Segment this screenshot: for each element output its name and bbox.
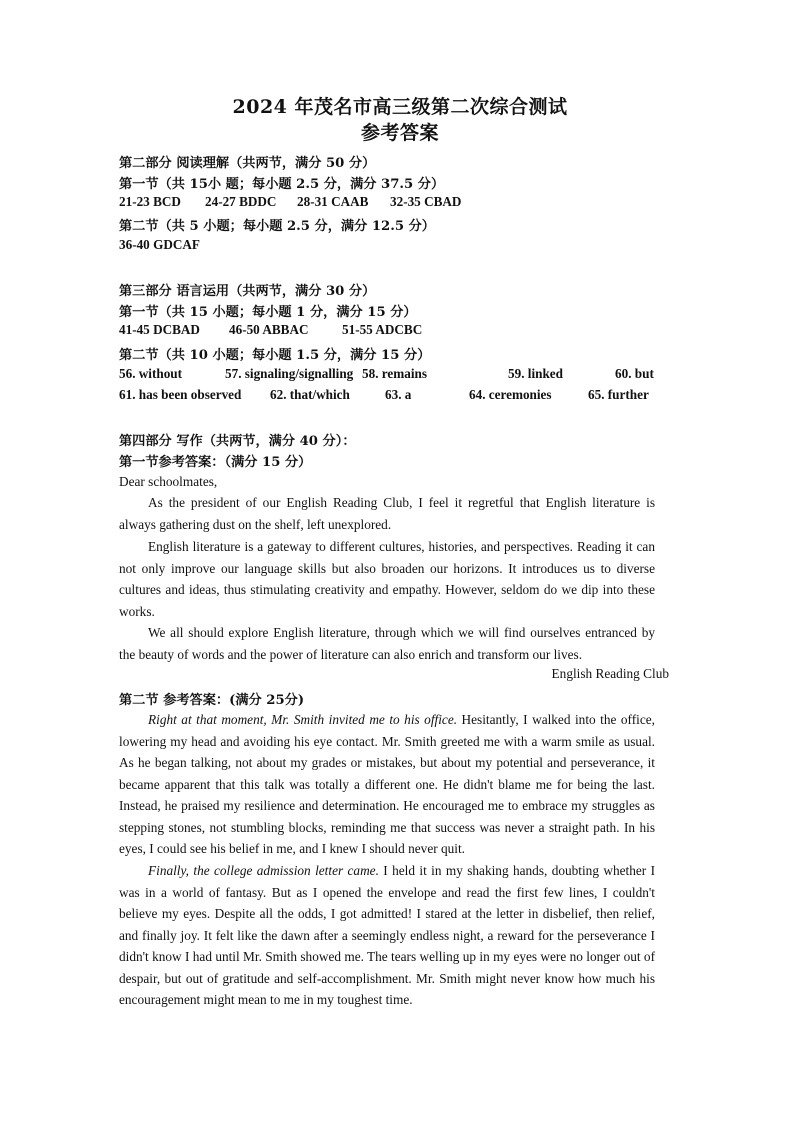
story-body: Hesitantly, I walked into the office, lowering my head and avoiding his eye contact. Mr. Smith greeted me with a warm smile as usual. As he began talking, not about my grades or mistakes, but about my potential and perseverance, it became apparent that this talk was totally a different one. He didn't blame me for being the last. Instead, he praised my resilience and determination. He encouraged me to embrace my struggles as stepping stones, not stumbling blocks, reminding me that success was never a straight path. In his eyes, I could see his belief in me, and I knew I should never quit. xyxy=(119,712,655,856)
part4-section2-heading: 第二节 参考答案：(满分 25分) xyxy=(119,693,305,708)
answer-item: 62. that/which xyxy=(270,387,350,402)
page-subtitle: 参考答案 xyxy=(360,122,439,144)
answer-group: 51-55 ADCBC xyxy=(342,322,423,337)
answer-item: 61. has been observed xyxy=(119,387,242,402)
answer-group: 46-50 ABBAC xyxy=(229,322,309,337)
page-title: 2024 年茂名市高三级第二次综合测试 xyxy=(232,96,568,118)
answer-item: 60. but xyxy=(615,366,654,381)
letter-signature: English Reading Club xyxy=(551,666,669,681)
letter-paragraph: As the president of our English Reading Club, I feel it regretful that English literature is always gathering dust on the shelf, left unexplored. xyxy=(119,495,655,532)
story-lead-sentence: Right at that moment, Mr. Smith invited me to his office. xyxy=(148,712,458,727)
answer-group: 28-31 CAAB xyxy=(297,194,369,209)
part3-section2-heading: 第二节（共 10 小题；每小题 1.5 分，满分 15 分） xyxy=(119,348,431,363)
story-paragraph-1 xyxy=(119,709,655,860)
letter-paragraph: English literature is a gateway to different cultures, histories, and perspectives. Reading it can not only improve our language skills but also broaden our horizons. It introduces us to diverse cultures and ideas, thus stimulating creativity and empathy. However, seldom do we dip into these works. xyxy=(119,539,655,619)
answer-item: 64. ceremonies xyxy=(469,387,552,402)
answer-item: 58. remains xyxy=(362,366,427,381)
answer-group: 41-45 DCBAD xyxy=(119,322,200,337)
answer-group: 32-35 CBAD xyxy=(390,194,462,209)
story-lead-sentence: Finally, the college admission letter came. xyxy=(148,863,379,878)
part3-section1-heading: 第一节（共 15 小题；每小题 1 分，满分 15 分） xyxy=(119,305,417,320)
part4-section1-heading: 第一节参考答案：（满分 15 分） xyxy=(119,455,312,470)
part2-section1-heading: 第一节（共 15小 题；每小题 2.5 分，满分 37.5 分） xyxy=(119,177,445,192)
answer-item: 63. a xyxy=(385,387,412,402)
answer-item: 57. signaling/signalling xyxy=(225,366,354,381)
letter-greeting: Dear schoolmates, xyxy=(119,474,218,489)
answer-item: 56. without xyxy=(119,366,183,381)
answer-item: 65. further xyxy=(588,387,649,402)
story-paragraph-2 xyxy=(119,860,655,1011)
story-body: I held it in my shaking hands, doubting whether I was in a world of fantasy. But as I opened the envelope and read the first few lines, I couldn't believe my eyes. Despite all the odds, I got admitted! I stared at the letter in disbelief, then relief, and finally joy. It felt like the dawn after a seemingly endless night, a reward for the perseverance I didn't know I had until Mr. Smith showed me. The tears welling up in my eyes were no longer out of despair, but out of gratitude and self-accomplishment. Mr. Smith might never know how much his encouragement might mean to me in my toughest time. xyxy=(119,863,655,1007)
part3-heading: 第三部分 语言运用（共两节，满分 30 分） xyxy=(119,284,376,299)
part2-section2-heading: 第二节（共 5 小题；每小题 2.5 分，满分 12.5 分） xyxy=(119,219,435,234)
part2-heading: 第二部分 阅读理解（共两节，满分 50 分） xyxy=(119,156,376,171)
part4-heading: 第四部分 写作（共两节，满分 40 分）： xyxy=(119,434,356,449)
letter-paragraph: We all should explore English literature, through which we will find ourselves entranced by the beauty of words and the power of literature can also enrich and transform our lives. xyxy=(119,625,655,662)
answer-group: 36-40 GDCAF xyxy=(119,237,200,252)
answer-item: 59. linked xyxy=(508,366,563,381)
answer-group: 24-27 BDDC xyxy=(205,194,277,209)
answer-group: 21-23 BCD xyxy=(119,194,181,209)
